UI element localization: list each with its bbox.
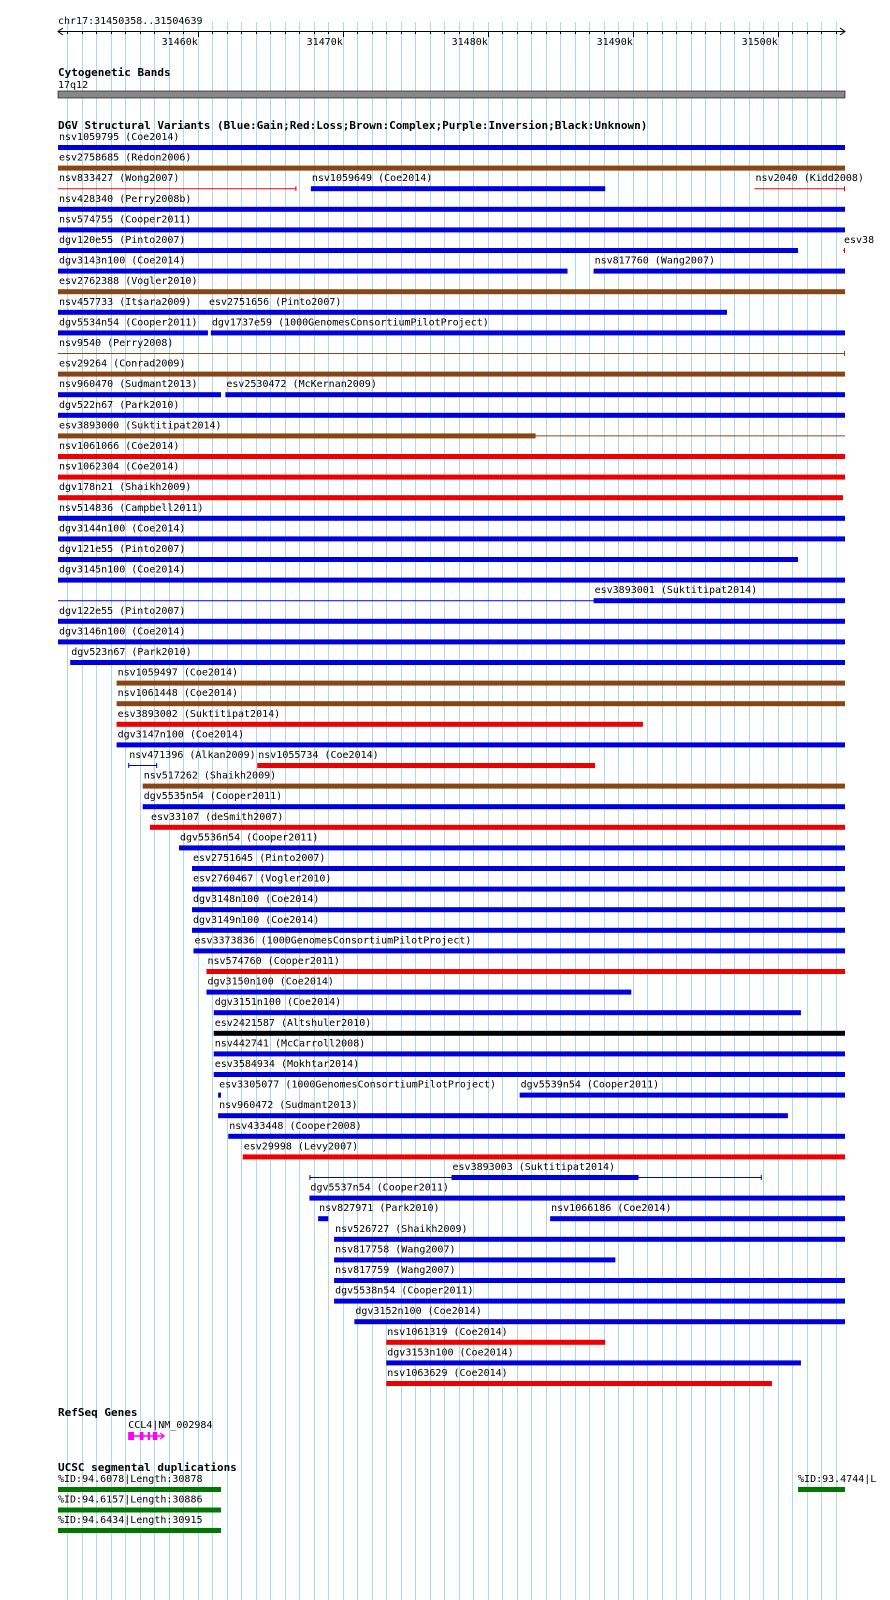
sv-label[interactable]: esv2421587 (Altshuler2010) bbox=[214, 1017, 372, 1029]
sv-label[interactable]: nsv1061448 (Coe2014) bbox=[117, 688, 239, 700]
sv-bar[interactable] bbox=[354, 1319, 845, 1324]
sv-bar[interactable] bbox=[214, 1031, 845, 1036]
sv-label[interactable]: dgv3147n100 (Coe2014) bbox=[117, 729, 245, 741]
sv-label[interactable]: esv3893003 (Suktitipat2014) bbox=[452, 1162, 616, 1173]
gene-exon[interactable] bbox=[128, 1432, 134, 1440]
gene-label[interactable]: CCL4|NM_002984 bbox=[128, 1420, 213, 1431]
sv-bar[interactable] bbox=[58, 578, 845, 583]
ruler-tick-label: 31490k bbox=[596, 37, 633, 48]
sv-label[interactable]: nsv1061066 (Coe2014) bbox=[59, 441, 180, 452]
sv-bar[interactable] bbox=[318, 1216, 328, 1221]
sv-label[interactable]: dgv5537n54 (Cooper2011) bbox=[310, 1182, 449, 1194]
sv-bar[interactable] bbox=[206, 990, 631, 995]
sv-bar[interactable] bbox=[58, 433, 536, 438]
sv-bar[interactable] bbox=[58, 372, 845, 377]
sv-label[interactable]: dgv3145n100 (Coe2014) bbox=[59, 564, 186, 576]
sv-label[interactable]: nsv827971 (Park2010) bbox=[319, 1203, 440, 1215]
sv-label[interactable]: dgv3146n100 (Coe2014) bbox=[59, 626, 186, 638]
sv-label[interactable]: nsv833427 (Wong2007) bbox=[59, 173, 180, 185]
sv-bar[interactable] bbox=[58, 516, 845, 521]
cytoband-bar bbox=[58, 91, 845, 98]
sv-bar[interactable] bbox=[214, 1010, 801, 1015]
sv-label[interactable]: dgv3150n100 (Coe2014) bbox=[207, 976, 334, 988]
sv-label[interactable]: esv3893000 (Suktitipat2014) bbox=[59, 420, 222, 432]
sv-bar[interactable] bbox=[225, 392, 845, 397]
sv-bar[interactable] bbox=[594, 598, 845, 603]
refseq-track bbox=[58, 1406, 212, 1440]
sv-bar[interactable] bbox=[214, 1072, 845, 1077]
ruler-tick-label: 31480k bbox=[451, 37, 488, 48]
segdup-label[interactable]: %ID:93.4744|L bbox=[798, 1474, 877, 1485]
sv-bar[interactable] bbox=[58, 639, 845, 644]
sv-label[interactable]: dgv522n67 (Park2010) bbox=[59, 399, 180, 411]
sv-bar[interactable] bbox=[386, 1381, 772, 1386]
sv-label[interactable]: nsv1059795 (Coe2014) bbox=[59, 132, 180, 143]
sv-label[interactable]: dgv3144n100 (Coe2014) bbox=[59, 523, 186, 535]
sv-label[interactable]: nsv526727 (Shaikh2009) bbox=[335, 1223, 468, 1235]
region-label: chr17:31450358..31504639 bbox=[58, 16, 203, 27]
sv-label[interactable]: nsv1062304 (Coe2014) bbox=[59, 461, 180, 473]
sv-label[interactable]: dgv120e55 (Pinto2007) bbox=[59, 235, 186, 246]
sv-bar[interactable] bbox=[386, 1360, 801, 1365]
sv-label[interactable]: nsv9540 (Perry2008) bbox=[59, 338, 174, 349]
sv-bar[interactable] bbox=[58, 166, 845, 171]
gene-exon[interactable] bbox=[140, 1432, 144, 1440]
sv-bar[interactable] bbox=[58, 475, 845, 480]
sv-label[interactable]: nsv817758 (Wang2007) bbox=[335, 1244, 456, 1256]
gene-exon[interactable] bbox=[153, 1432, 157, 1440]
ruler-tick-label: 31470k bbox=[306, 37, 343, 48]
segdup-bar[interactable] bbox=[58, 1487, 221, 1492]
sv-bar[interactable] bbox=[243, 1154, 845, 1159]
sv-label[interactable]: nsv574755 (Cooper2011) bbox=[59, 214, 192, 226]
sv-bar[interactable] bbox=[143, 804, 845, 809]
sv-bar[interactable] bbox=[192, 928, 845, 933]
sv-bar[interactable] bbox=[179, 845, 845, 850]
gene-exon[interactable] bbox=[148, 1432, 150, 1440]
cytoband-label: 17q12 bbox=[58, 80, 89, 91]
sv-label[interactable]: dgv3143n100 (Coe2014) bbox=[59, 255, 186, 267]
sv-label[interactable]: esv29998 (Levy2007) bbox=[243, 1141, 359, 1153]
sv-label[interactable]: esv2760467 (Vogler2010) bbox=[192, 873, 332, 885]
sv-bar[interactable] bbox=[58, 454, 845, 459]
sv-bar[interactable] bbox=[228, 1134, 845, 1139]
sv-bar[interactable] bbox=[550, 1216, 845, 1221]
cytoband-track-title: Cytogenetic Bands bbox=[58, 66, 171, 79]
sv-label[interactable]: nsv960470 (Sudmant2013) bbox=[59, 379, 198, 391]
sv-bar[interactable] bbox=[334, 1257, 615, 1262]
sv-bar[interactable] bbox=[334, 1299, 845, 1304]
sv-bar[interactable] bbox=[214, 1051, 845, 1056]
sv-bar[interactable] bbox=[192, 866, 845, 871]
sv-bar[interactable] bbox=[58, 269, 568, 274]
dgv-track bbox=[58, 119, 874, 1386]
sv-bar[interactable] bbox=[58, 557, 798, 562]
sv-label[interactable]: nsv442741 (McCarroll2008) bbox=[214, 1038, 366, 1050]
sv-bar[interactable] bbox=[58, 289, 845, 294]
sv-bar[interactable] bbox=[192, 887, 845, 892]
sv-bar[interactable] bbox=[150, 825, 845, 830]
sv-bar[interactable] bbox=[58, 536, 845, 541]
sv-label[interactable]: dgv5535n54 (Cooper2011) bbox=[143, 791, 283, 803]
sv-bar[interactable] bbox=[58, 207, 845, 212]
sv-bar[interactable] bbox=[58, 227, 845, 232]
sv-label[interactable]: nsv1061319 (Coe2014) bbox=[387, 1326, 508, 1338]
sv-bar[interactable] bbox=[206, 969, 845, 974]
sv-label[interactable]: dgv178n21 (Shaikh2009) bbox=[59, 482, 192, 494]
sv-bar[interactable] bbox=[386, 1340, 605, 1345]
sv-label[interactable]: dgv5534n54 (Cooper2011) bbox=[59, 317, 198, 329]
sv-label[interactable]: dgv5538n54 (Cooper2011) bbox=[335, 1285, 474, 1297]
sv-bar[interactable] bbox=[311, 186, 605, 191]
sv-bar[interactable] bbox=[58, 392, 221, 397]
sv-label[interactable]: nsv433448 (Cooper2008) bbox=[229, 1120, 362, 1132]
sv-label[interactable]: nsv1059649 (Coe2014) bbox=[311, 173, 433, 185]
sv-label[interactable]: esv2751645 (Pinto2007) bbox=[192, 853, 326, 864]
ruler-tick-label: 31460k bbox=[161, 37, 198, 48]
segdup-bar[interactable] bbox=[58, 1508, 221, 1513]
sv-label[interactable]: esv38 bbox=[843, 235, 875, 246]
sv-label[interactable]: esv3305077 (1000GenomesConsortiumPilotProject) bbox=[219, 1079, 497, 1091]
sv-bar[interactable] bbox=[58, 495, 843, 500]
sv-label[interactable]: dgv523n67 (Park2010) bbox=[71, 647, 192, 658]
sv-label[interactable]: esv33107 (deSmith2007) bbox=[150, 811, 284, 823]
segdup-track bbox=[58, 1461, 876, 1533]
sv-label[interactable]: nsv960472 (Sudmant2013) bbox=[219, 1100, 358, 1112]
ruler-tick-label: 31500k bbox=[741, 37, 778, 48]
sv-label[interactable]: esv2758685 (Redon2006) bbox=[59, 152, 192, 164]
sv-label[interactable]: nsv428340 (Perry2008b) bbox=[59, 193, 192, 205]
sv-bar[interactable] bbox=[117, 681, 845, 686]
sv-bar[interactable] bbox=[334, 1237, 845, 1242]
sv-bar[interactable] bbox=[117, 742, 845, 747]
sv-bar[interactable] bbox=[520, 1093, 845, 1098]
sv-label[interactable]: dgv5536n54 (Cooper2011) bbox=[179, 832, 319, 844]
sv-label[interactable]: nsv817759 (Wang2007) bbox=[335, 1265, 456, 1276]
sv-bar[interactable] bbox=[193, 948, 845, 953]
sv-bar[interactable] bbox=[257, 763, 595, 768]
sv-bar[interactable] bbox=[192, 907, 845, 912]
sv-label[interactable]: dgv5539n54 (Cooper2011) bbox=[520, 1079, 660, 1091]
sv-label[interactable]: esv2751656 (Pinto2007) bbox=[208, 296, 342, 308]
sv-bar[interactable] bbox=[117, 701, 845, 706]
sv-bar[interactable] bbox=[334, 1278, 845, 1283]
dgv-track-title: DGV Structural Variants (Blue:Gain;Red:Loss;Brown:Complex;Purple:Inversion;Black:Unknown) bbox=[58, 119, 648, 132]
sv-label[interactable]: dgv3151n100 (Coe2014) bbox=[214, 997, 342, 1009]
sv-bar[interactable] bbox=[58, 413, 845, 418]
refseq-track-title: RefSeq Genes bbox=[58, 1406, 138, 1419]
sv-bar[interactable] bbox=[218, 1113, 788, 1118]
sv-bar[interactable] bbox=[70, 660, 845, 665]
sv-bar[interactable] bbox=[58, 330, 208, 335]
sv-bar[interactable] bbox=[117, 722, 643, 727]
sv-label[interactable]: nsv2040 (Kidd2008) bbox=[755, 173, 864, 185]
sv-bar[interactable] bbox=[143, 784, 845, 789]
sv-label[interactable]: nsv1059497 (Coe2014) bbox=[117, 667, 239, 679]
sv-bar[interactable] bbox=[309, 1196, 845, 1201]
sv-bar[interactable] bbox=[218, 1093, 221, 1098]
sv-label[interactable]: nsv817760 (Wang2007) bbox=[594, 255, 716, 267]
sv-label[interactable]: esv3893001 (Suktitipat2014) bbox=[594, 585, 758, 597]
sv-label[interactable]: dgv121e55 (Pinto2007) bbox=[59, 544, 186, 555]
sv-label[interactable]: dgv3148n100 (Coe2014) bbox=[192, 894, 320, 906]
sv-label[interactable]: esv2530472 (McKernan2009) bbox=[226, 379, 377, 391]
segdup-track-title: UCSC segmental duplications bbox=[58, 1461, 237, 1474]
sv-bar[interactable] bbox=[58, 619, 845, 624]
sv-bar[interactable] bbox=[58, 145, 845, 150]
sv-label[interactable]: nsv471396 (Alkan2009) bbox=[129, 750, 256, 761]
sv-label[interactable]: dgv3153n100 (Coe2014) bbox=[387, 1347, 514, 1359]
sv-bar[interactable] bbox=[452, 1175, 639, 1180]
sv-bar[interactable] bbox=[211, 330, 845, 335]
sv-bar[interactable] bbox=[208, 310, 727, 315]
sv-label[interactable]: nsv1063629 (Coe2014) bbox=[387, 1368, 508, 1379]
sv-label[interactable]: dgv3149n100 (Coe2014) bbox=[192, 914, 320, 926]
sv-label[interactable]: esv3373836 (1000GenomesConsortiumPilotProject) bbox=[194, 935, 472, 947]
sv-label[interactable]: nsv574760 (Cooper2011) bbox=[207, 956, 340, 967]
segdup-bar[interactable] bbox=[798, 1487, 845, 1492]
sv-label[interactable]: nsv1066186 (Coe2014) bbox=[551, 1203, 672, 1215]
cytoband-track bbox=[58, 66, 845, 98]
sv-bar[interactable] bbox=[58, 248, 798, 253]
position-ruler bbox=[58, 16, 845, 48]
sv-label[interactable]: dgv3152n100 (Coe2014) bbox=[355, 1306, 482, 1318]
sv-label[interactable]: dgv1737e59 (1000GenomesConsortiumPilotProject) bbox=[211, 317, 489, 329]
sv-label[interactable]: esv3584934 (Mokhtar2014) bbox=[214, 1059, 360, 1070]
sv-label[interactable]: nsv1055734 (Coe2014) bbox=[258, 750, 379, 761]
segdup-label[interactable]: %ID:94.6157|Length:30886 bbox=[58, 1494, 203, 1506]
sv-label[interactable]: nsv514836 (Campbell2011) bbox=[59, 502, 204, 514]
segdup-label[interactable]: %ID:94.6078|Length:30878 bbox=[58, 1474, 203, 1485]
sv-label[interactable]: esv29264 (Conrad2009) bbox=[59, 358, 186, 370]
segdup-bar[interactable] bbox=[58, 1528, 221, 1533]
sv-label[interactable]: nsv517262 (Shaikh2009) bbox=[143, 770, 277, 782]
sv-label[interactable]: dgv122e55 (Pinto2007) bbox=[59, 605, 186, 617]
sv-bar[interactable] bbox=[594, 269, 845, 274]
sv-label[interactable]: esv2762388 (Vogler2010) bbox=[59, 276, 198, 288]
segdup-label[interactable]: %ID:94.6434|Length:30915 bbox=[58, 1515, 203, 1526]
sv-label[interactable]: esv3893002 (Suktitipat2014) bbox=[117, 708, 281, 720]
sv-bar[interactable] bbox=[58, 310, 208, 315]
sv-label[interactable]: nsv457733 (Itsara2009) bbox=[59, 296, 192, 308]
